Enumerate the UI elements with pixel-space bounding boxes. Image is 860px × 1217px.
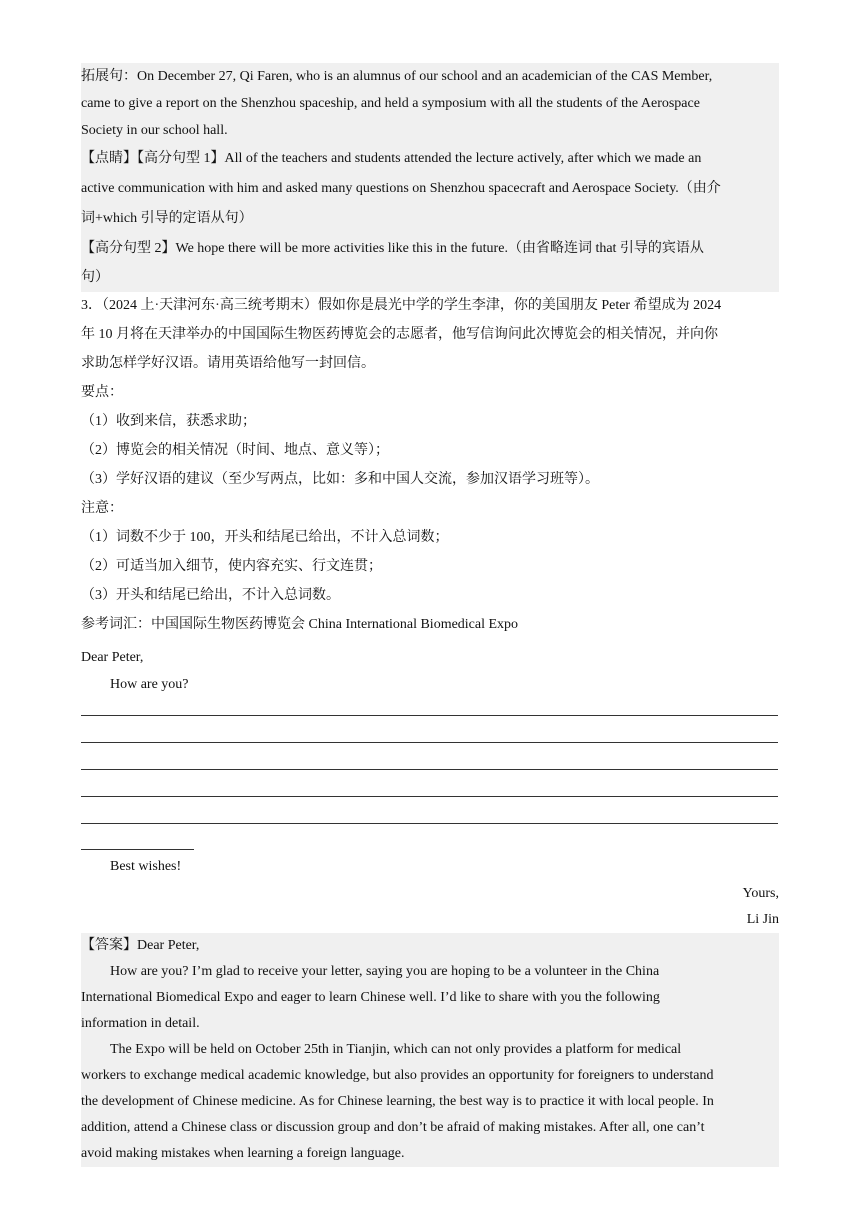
key-point: （2）博览会的相关情况（时间、地点、意义等）；: [81, 443, 389, 458]
highlight-line: 【点睛】【高分句型 1】All of the teachers and students attended the lecture actively, after which we made an: [81, 151, 702, 166]
letter-salutation: Dear Peter,: [81, 650, 144, 665]
highlight-line: 句）: [81, 270, 109, 285]
note-item: （1）词数不少于 100，开头和结尾已给出，不计入总词数；: [81, 530, 449, 545]
reference-vocabulary: 参考词汇：中国国际生物医药博览会 China International Biomedical Expo: [81, 617, 519, 632]
answer-line: workers to exchange medical academic knowledge, but also provides an opportunity for foreigners to understand: [81, 1068, 714, 1083]
highlight-line: 词+which 引导的定语从句）: [81, 211, 253, 226]
answer-line: International Biomedical Expo and eager to learn Chinese well. I’d like to share with you the following: [81, 990, 660, 1005]
answer-blank-line: [81, 823, 778, 824]
question-stem: 求助怎样学好汉语。请用英语给他写一封回信。: [81, 356, 375, 371]
letter-opening: How are you?: [110, 677, 189, 692]
key-point: （1）收到来信，获悉求助；: [81, 414, 256, 429]
highlight-line: 【高分句型 2】We hope there will be more activities like this in the future.（由省略连词 that 引导的宾语从: [81, 241, 704, 256]
answer-blank-line: [81, 769, 778, 770]
answer-heading: 【答案】Dear Peter,: [81, 938, 200, 953]
answer-line: The Expo will be held on October 25th in Tianjin, which can not only provides a platform for medical: [110, 1042, 682, 1057]
answer-line: avoid making mistakes when learning a foreign language.: [81, 1146, 405, 1161]
answer-line: addition, attend a Chinese class or discussion group and don’t be afraid of making mistakes. After all, one can’t: [81, 1120, 705, 1135]
extension-line: 拓展句：On December 27, Qi Faren, who is an alumnus of our school and an academician of the CAS Member,: [81, 69, 713, 84]
notes-heading: 注意：: [81, 501, 123, 516]
extension-line: Society in our school hall.: [81, 123, 228, 138]
letter-signoff: Yours,: [742, 886, 779, 901]
answer-line: the development of Chinese medicine. As for Chinese learning, the best way is to practice it with local people. In: [81, 1094, 714, 1109]
letter-signature: Li Jin: [746, 912, 779, 927]
extension-section: [81, 63, 779, 292]
answer-line: information in detail.: [81, 1016, 200, 1031]
answer-blank-line: [81, 796, 778, 797]
note-item: （2）可适当加入细节，使内容充实、行文连贯；: [81, 559, 382, 574]
question-stem: 年 10 月将在天津举办的中国国际生物医药博览会的志愿者，他写信询问此次博览会的相关情况，并向你: [81, 327, 718, 342]
question-section: [81, 291, 779, 639]
key-point: （3）学好汉语的建议（至少写两点，比如：多和中国人交流，参加汉语学习班等）。: [81, 472, 599, 487]
answer-blank-line: [81, 849, 194, 850]
answer-section: [81, 933, 779, 1167]
extension-line: came to give a report on the Shenzhou spaceship, and held a symposium with all the students of the Aerospace: [81, 96, 700, 111]
answer-blank-line: [81, 742, 778, 743]
note-item: （3）开头和结尾已给出，不计入总词数。: [81, 588, 340, 603]
answer-line: How are you? I’m glad to receive your letter, saying you are hoping to be a volunteer in the China: [110, 964, 660, 979]
letter-closing: Best wishes!: [110, 859, 182, 874]
key-points-heading: 要点：: [81, 385, 123, 400]
question-stem: 3．（2024 上·天津河东·高三统考期末）假如你是晨光中学的学生李津，你的美国朋友 Peter 希望成为 2024: [81, 298, 722, 313]
answer-blank-line: [81, 715, 778, 716]
highlight-line: active communication with him and asked many questions on Shenzhou spacecraft and Aerospace Society.（由介: [81, 181, 721, 196]
